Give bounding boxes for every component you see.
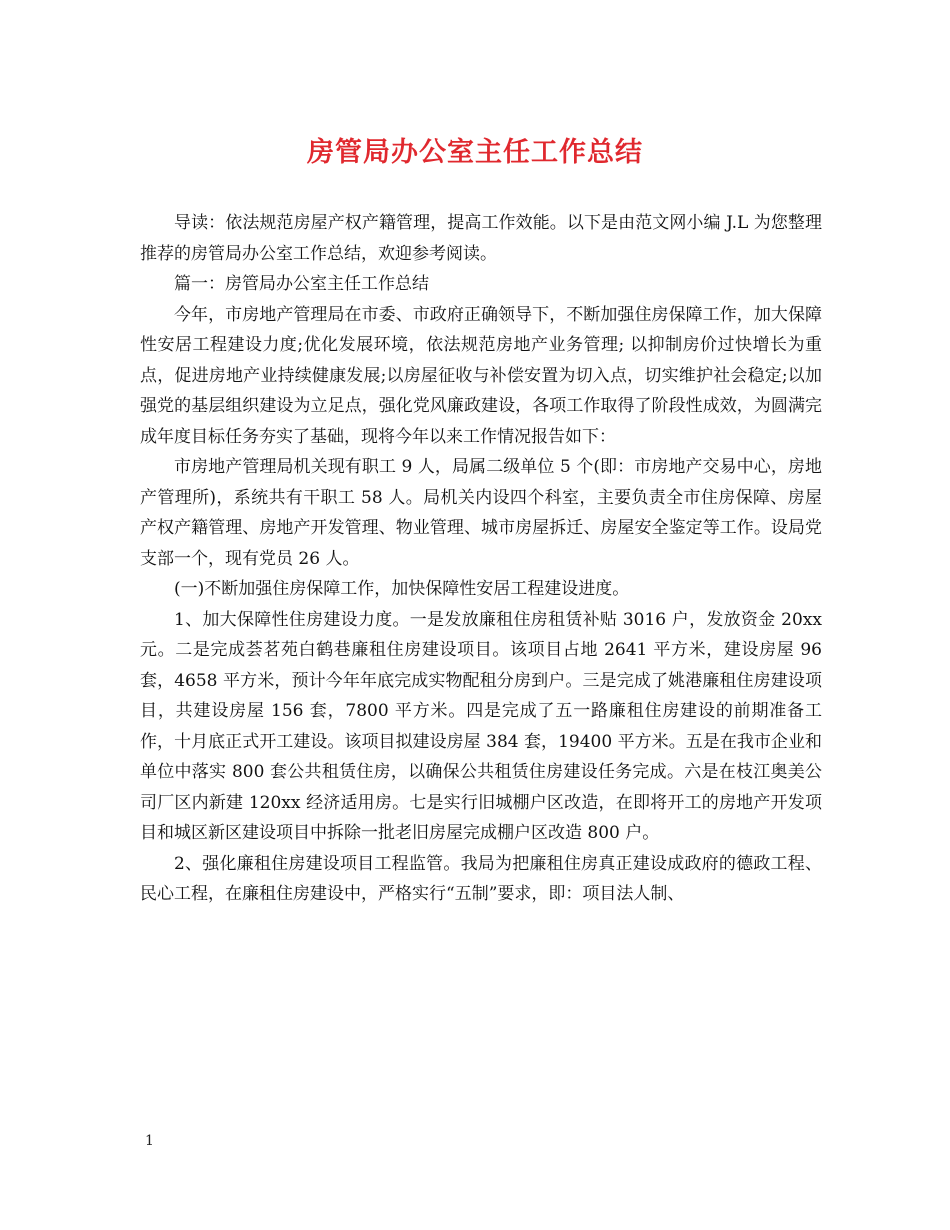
paragraph: 市房地产管理局机关现有职工 9 人，局属二级单位 5 个(即：市房地产交易中心，房地产管理所)，系统共有干职工 58 人。局机关内设四个科室，主要负责全市住房保障、房屋产权产籍管理、房地产开发管理、物业管理、城市房屋拆迁、房屋安全鉴定等工作。设局党支部一个，现有党员 26 人。: [140, 457, 822, 569]
paragraph-subheading: (一)不断加强住房保障工作，加快保障性安居工程建设进度。: [174, 579, 630, 599]
paragraph-intro: 导读：依法规范房屋产权产籍管理，提高工作效能。以下是由范文网小编 J.L 为您整理推荐的房管局办公室工作总结，欢迎参考阅读。: [140, 213, 822, 264]
paragraph-section-heading: 篇一：房管局办公室主任工作总结: [174, 274, 429, 294]
page-number: 1: [145, 1133, 154, 1149]
document-body: [140, 208, 822, 910]
paragraph: 2、强化廉租住房建设项目工程监管。我局为把廉租住房真正建设成政府的德政工程、民心工程，在廉租住房建设中，严格实行“五制”要求，即：项目法人制、: [140, 853, 822, 904]
paragraph: 今年，市房地产管理局在市委、市政府正确领导下，不断加强住房保障工作，加大保障性安居工程建设力度;优化发展环境，依法规范房地产业务管理; 以抑制房价过快增长为重点，促进房地产业持续健康发展;以房屋征收与补偿安置为切入点，切实维护社会稳定;以加强党的基层组织建设为立足点，强化党风廉政建设，各项工作取得了阶段性成效，为圆满完成年度目标任务夯实了基础，现将今年以来工作情况报告如下：: [140, 304, 822, 447]
paragraph: 1、加大保障性住房建设力度。一是发放廉租住房租赁补贴 3016 户，发放资金 20xx 元。二是完成荟茗苑白鹤巷廉租住房建设项目。该项目占地 2641 平方米，建设房屋 96 套，4658 平方米，预计今年年底完成实物配租分房到户。三是完成了姚港廉租住房建设项目，共建设房屋 156 套，7800 平方米。四是完成了五一路廉租住房建设的前期准备工作，十月底正式开工建设。该项目拟建设房屋 384 套，19400 平方米。五是在我市企业和单位中落实 800 套公共租赁住房，以确保公共租赁住房建设任务完成。六是在枝江奥美公司厂区内新建 120xx 经济适用房。七是实行旧城棚户区改造，在即将开工的房地产开发项目和城区新区建设项目中拆除一批老旧房屋完成棚户区改造 800 户。: [140, 609, 822, 843]
page-title: 房管局办公室主任工作总结: [307, 137, 643, 168]
